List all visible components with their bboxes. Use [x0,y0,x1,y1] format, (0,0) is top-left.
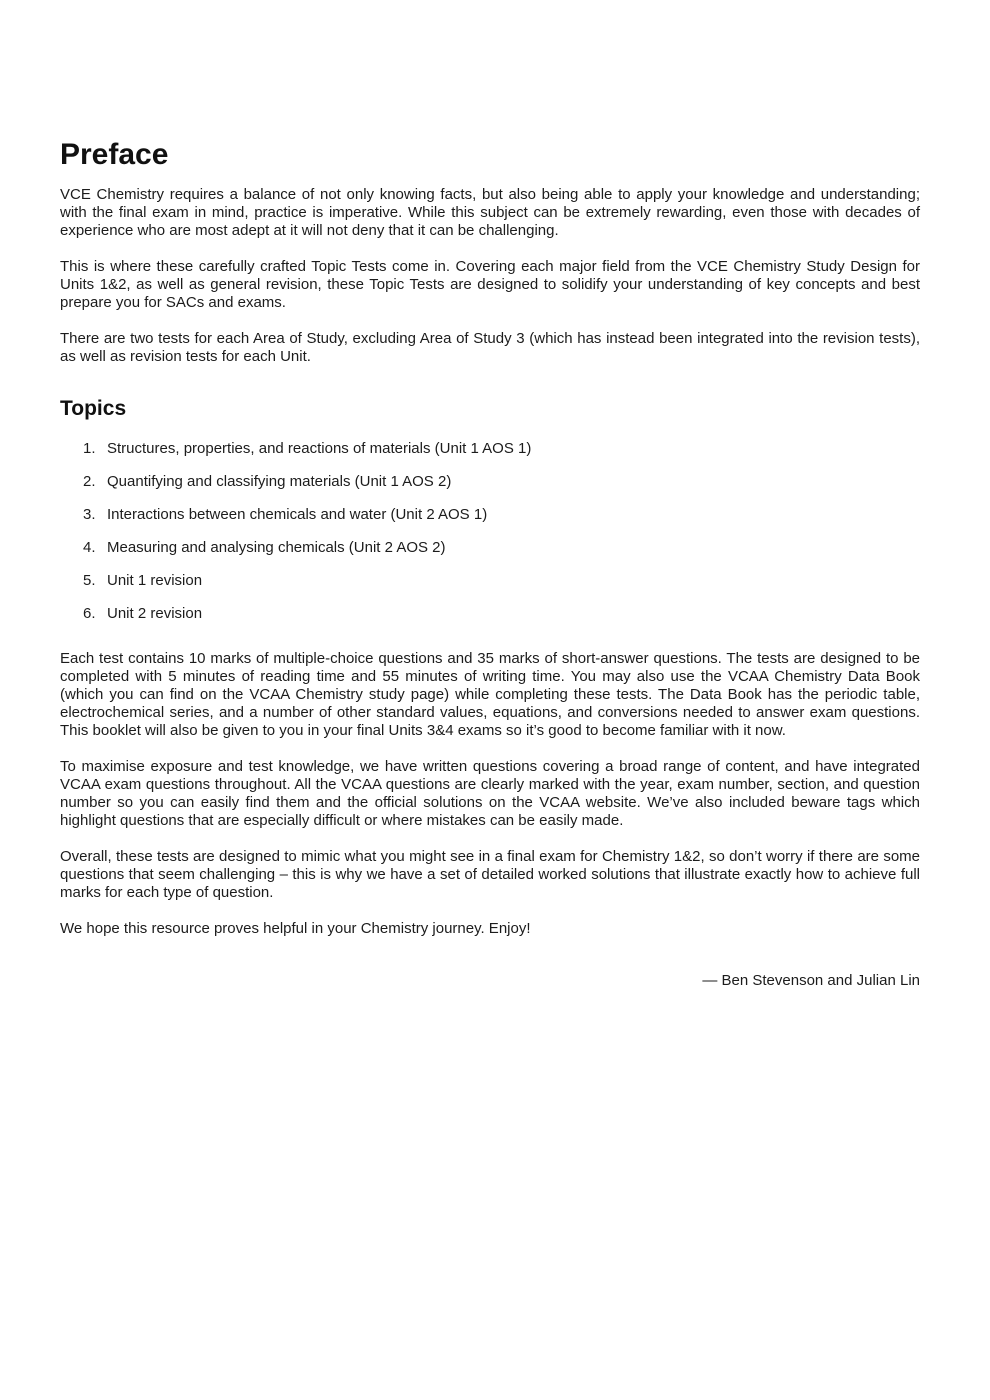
topic-number: 2. [83,473,96,490]
topic-item-1 [83,440,920,458]
paragraph-test-format: Each test contains 10 marks of multiple-choice questions and 35 marks of short-answer questions. The tests are designed to be completed with 5 minutes of reading time and 55 minutes of writing time. You may also use the VCAA Chemistry Data Book (which you can find on the VCAA Chemistry study page) while completing these tests. The Data Book has the periodic table, electrochemical series, and a number of other standard values, equations, and conversions needed to answer exam questions. This booklet will also be given to you in your final Units 3&4 exams so it’s good to become familiar with it now. [60,650,920,739]
topic-number: 5. [83,572,96,589]
paragraph-two-tests: There are two tests for each Area of Study, excluding Area of Study 3 (which has instead been integrated into the revision tests), as well as revision tests for each Unit. [60,330,920,365]
paragraph-overall: Overall, these tests are designed to mimic what you might see in a final exam for Chemistry 1&2, so don’t worry if there are some questions that seem challenging – this is why we have a set of detailed worked solutions that illustrate exactly how to achieve full marks for each type of question. [60,848,920,901]
page-content [60,140,920,990]
topic-label: Structures, properties, and reactions of materials (Unit 1 AOS 1) [107,440,532,457]
topic-label: Unit 1 revision [107,572,203,589]
topic-item-3 [83,506,920,524]
topic-label: Measuring and analysing chemicals (Unit 2 AOS 2) [107,539,446,556]
topic-number: 4. [83,539,96,556]
topics-heading: Topics [60,397,127,420]
topic-number: 1. [83,440,96,457]
preface-heading: Preface [60,138,169,171]
paragraph-vcaa-questions: To maximise exposure and test knowledge, we have written questions covering a broad range of content, and have integrated VCAA exam questions throughout. All the VCAA questions are clearly marked with the year, exam number, section, and question number so you can easily find them and the official solutions on the VCAA website. We’ve also included beware tags which highlight questions that are especially difficult or where mistakes can be easily made. [60,758,920,829]
topic-item-2 [83,473,920,491]
paragraph-hope: We hope this resource proves helpful in your Chemistry journey. Enjoy! [60,920,531,937]
paragraph-topic-tests: This is where these carefully crafted Topic Tests come in. Covering each major field from the VCE Chemistry Study Design for Units 1&2, as well as general revision, these Topic Tests are designed to solidify your understanding of key concepts and best prepare you for SACs and exams. [60,258,920,311]
author-signature: — Ben Stevenson and Julian Lin [702,972,920,989]
topic-item-5 [83,572,920,590]
topic-item-4 [83,539,920,557]
topic-item-6 [83,605,920,623]
topics-list [60,440,920,623]
topic-label: Unit 2 revision [107,605,203,622]
topic-label: Quantifying and classifying materials (Unit 1 AOS 2) [107,473,452,490]
topic-label: Interactions between chemicals and water (Unit 2 AOS 1) [107,506,488,523]
topic-number: 6. [83,605,96,622]
topic-number: 3. [83,506,96,523]
paragraph-intro: VCE Chemistry requires a balance of not only knowing facts, but also being able to apply your knowledge and understanding; with the final exam in mind, practice is imperative. While this subject can be extremely rewarding, even those with decades of experience who are most adept at it will not deny that it can be challenging. [60,186,920,239]
